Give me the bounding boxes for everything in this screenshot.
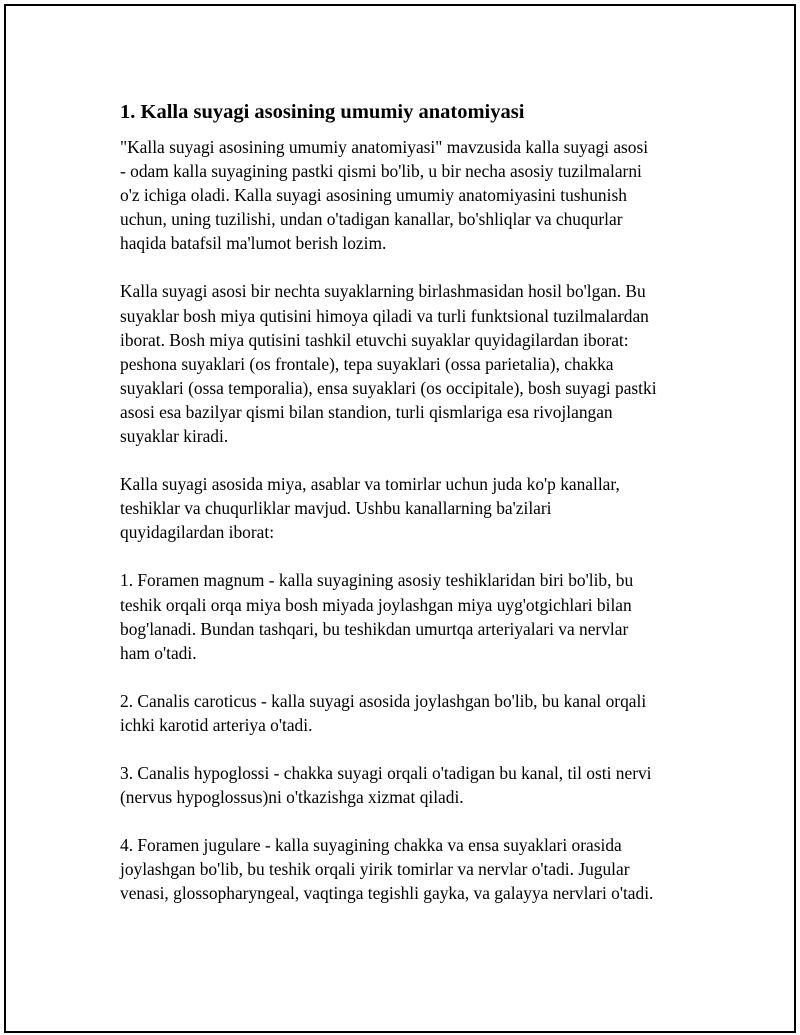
section-heading: 1. Kalla suyagi asosining umumiy anatomiyasi [120,101,525,123]
list-item-canalis-caroticus: 2. Canalis caroticus - kalla suyagi asosida joylashgan bo'lib, bu kanal orqali ichki karotid arteriya o'tadi. [120,690,647,735]
page-frame [4,4,796,1033]
paragraph-canals-intro: Kalla suyagi asosida miya, asablar va tomirlar uchun juda ko'p kanallar, teshiklar va chuqurliklar mavjud. Ushbu kanallarning ba'zilari quyidagilardan iborat: [120,474,620,543]
paragraph-bones: Kalla suyagi asosi bir nechta suyaklarning birlashmasidan hosil bo'lgan. Bu suyaklar bosh miya qutisini himoya qiladi va turli funktsional tuzilmalardan iborat. Bosh miya qutisini tashkil etuvchi suyaklar quyidagilardan iborat: peshona suyaklari (os frontale), tepa suyaklari (ossa parietalia), chakka suyaklari (ossa temporalia), ensa suyaklari (os occipitale), bosh suyagi pastki asosi esa bazilyar qismi bilan standion, turli qismlariga esa rivojlangan suyaklar kiradi. [120,281,657,447]
list-item-foramen-jugulare: 4. Foramen jugulare - kalla suyagining chakka va ensa suyaklari orasida joylashgan bo'lib, bu teshik orqali yirik tomirlar va nervlar o'tadi. Jugular venasi, glossopharyngeal, vaqtinga tegishli gayka, va galayya nervlari o'tadi. [120,835,654,904]
list-item-canalis-hypoglossi: 3. Canalis hypoglossi - chakka suyagi orqali o'tadigan bu kanal, til osti nervi (nervus hypoglossus)ni o'tkazishga xizmat qiladi. [120,762,652,808]
paragraph-intro: "Kalla suyagi asosining umumiy anatomiyasi" mavzusida kalla suyagi asosi - odam kalla suyagining pastki qismi bo'lib, u bir necha asosiy tuzilmalarni o'z ichiga oladi. Kalla suyagi asosining umumiy anatomiyasini tushunish uchun, uning tuzilishi, undan o'tadigan kanallar, bo'shliqlar va chuqurlar haqida batafsil ma'lumot berish lozim. [120,137,649,254]
list-item-foramen-magnum: 1. Foramen magnum - kalla suyagining asosiy teshiklaridan biri bo'lib, bu teshik orqali orqa miya bosh miyada joylashgan miya uyg'otgichlari bilan bog'lanadi. Bundan tashqari, bu teshikdan umurtqa arteriyalari va nervlar ham o'tadi. [120,570,634,663]
document-body [120,98,700,929]
